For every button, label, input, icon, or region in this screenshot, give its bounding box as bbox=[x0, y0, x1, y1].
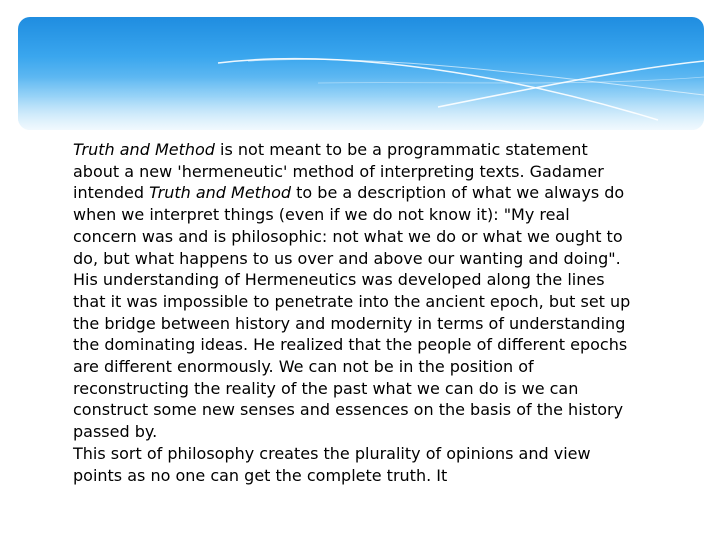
header-banner bbox=[18, 17, 704, 130]
paragraph-text: is not meant to be a programmatic statement about a new 'hermeneutic' method of interpreting texts. Gadamer intended bbox=[73, 140, 604, 203]
paragraph-plurality: This sort of philosophy creates the plurality of opinions and view points as no one can get the complete truth. It bbox=[73, 443, 591, 485]
book-title-italic: Truth and Method bbox=[149, 183, 292, 203]
paragraph-truth-and-method bbox=[73, 139, 633, 269]
slide-text-body bbox=[73, 139, 633, 486]
book-title-italic: Truth and Method bbox=[73, 140, 215, 159]
paragraph-text: to be a description of what we always do when we interpret things (even if we do not know it): "My real concern was and is philosophic: not what we do or what we ought to do, but what happens to us over and above our wanting and doing". bbox=[73, 183, 625, 268]
banner-swoosh-decoration bbox=[18, 17, 704, 130]
paragraph-hermeneutics: His understanding of Hermeneutics was developed along the lines that it was impossible to penetrate into the ancient epoch, but set up the bridge between history and modernity in terms of understanding the dominating ideas. He realized that the people of different epochs are different enormously. We can not be in the position of reconstructing the reality of the past what we can do is we can construct some new senses and essences on the basis of the history passed by. bbox=[73, 270, 631, 442]
